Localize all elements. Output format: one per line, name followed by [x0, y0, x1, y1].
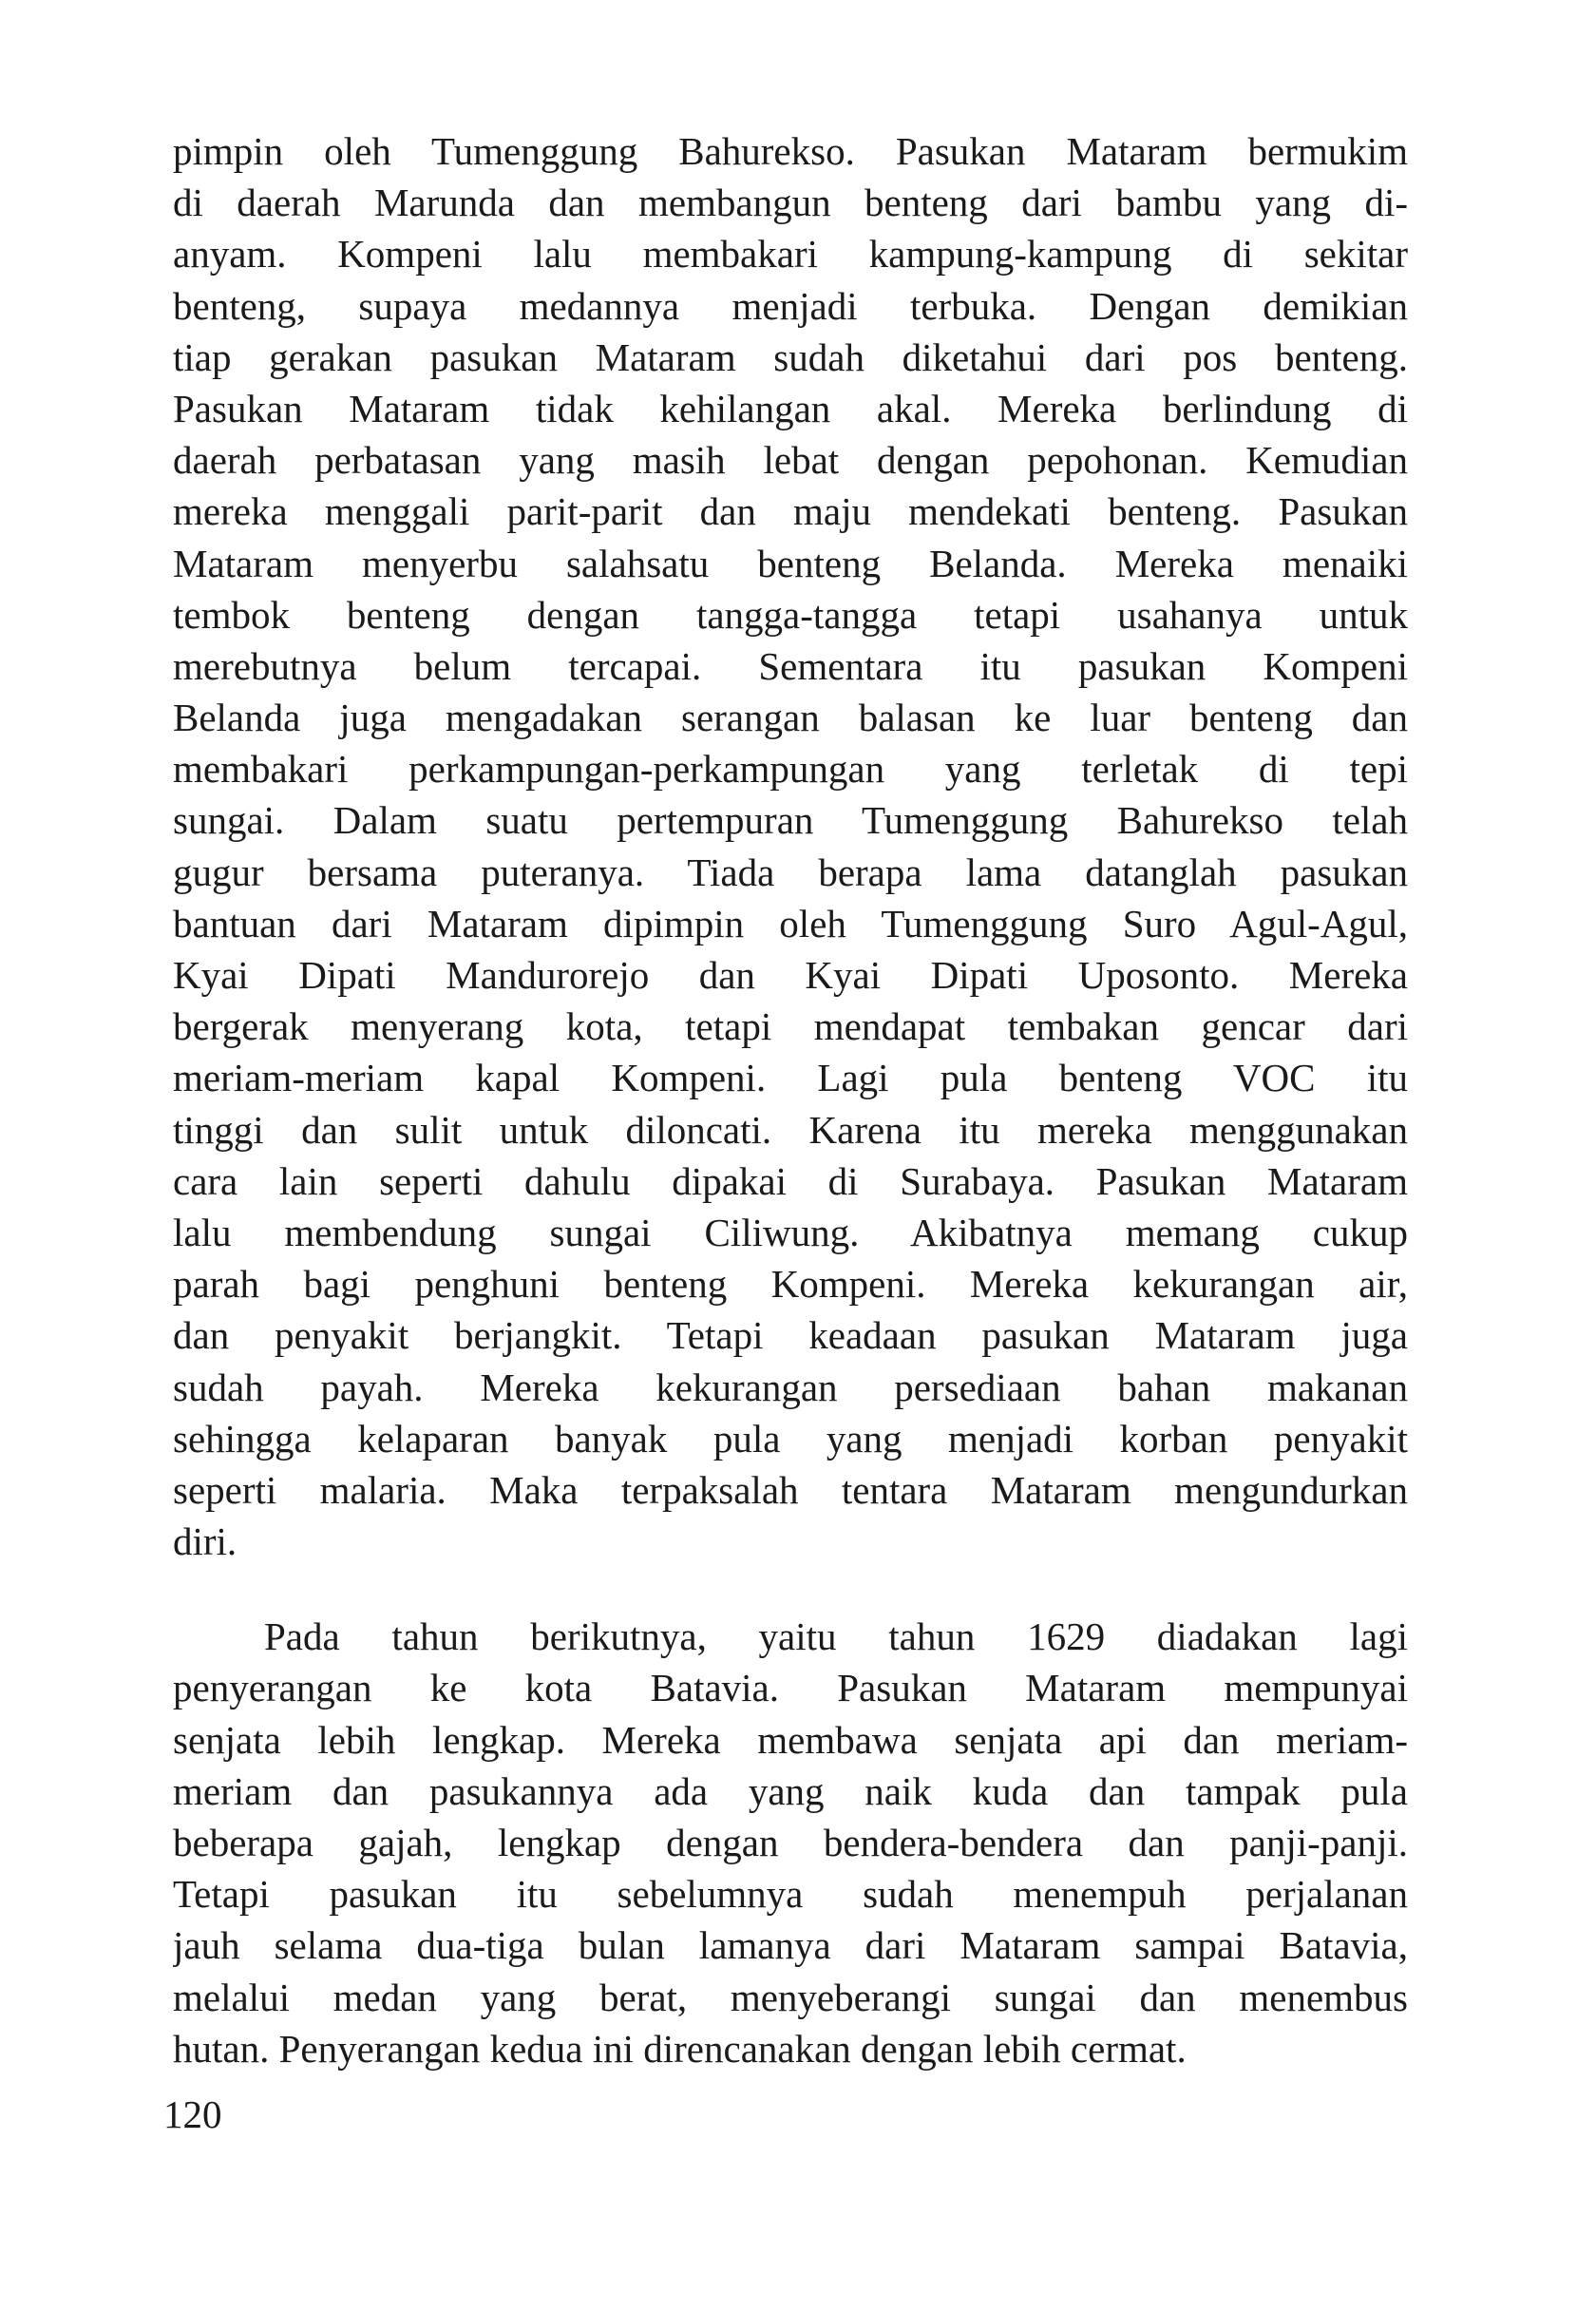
text-line: sudah payah. Mereka kekurangan persediaan bahan makanan [173, 1365, 1408, 1409]
text-line: lalu membendung sungai Ciliwung. Akibatnya memang cukup [173, 1210, 1408, 1254]
text-line: daerah perbatasan yang masih lebat dengan pepohonan. Kemudian [173, 438, 1408, 483]
text-line: merebutnya belum tercapai. Sementara itu pasukan Kompeni [173, 643, 1408, 688]
text-line: benteng, supaya medannya menjadi terbuka. Dengan demikian [173, 283, 1408, 328]
text-line: sungai. Dalam suatu pertempuran Tumenggung Bahurekso telah [173, 798, 1408, 843]
text-line: anyam. Kompeni lalu membakari kampung-kampung di sekitar [173, 232, 1408, 277]
text-line: Pasukan Mataram tidak kehilangan akal. Mereka berlindung di [173, 386, 1408, 430]
text-line: cara lain seperti dahulu dipakai di Surabaya. Pasukan Mataram [173, 1158, 1408, 1203]
text-line: tembok benteng dengan tangga-tangga tetapi usahanya untuk [173, 592, 1408, 637]
text-line: seperti malaria. Maka terpaksalah tentara Mataram mengundurkan [173, 1467, 1408, 1512]
text-line: Mataram menyerbu salahsatu benteng Belanda. Mereka menaiki [173, 541, 1408, 585]
text-line: tiap gerakan pasukan Mataram sudah diketahui dari pos benteng. [173, 334, 1408, 379]
text-line: tinggi dan sulit untuk diloncati. Karena itu mereka menggunakan [173, 1107, 1408, 1152]
text-line: beberapa gajah, lengkap dengan bendera-bendera dan panji-panji. [173, 1821, 1408, 1864]
paragraph-gap [173, 1567, 1408, 1611]
text-line: Pada tahun berikutnya, yaitu tahun 1629 diadakan lagi [264, 1614, 1408, 1659]
text-line: Belanda juga mengadakan serangan balasan ke luar benteng dan [173, 696, 1408, 740]
text-line: pimpin oleh Tumenggung Bahurekso. Pasukan Mataram bermukim [173, 129, 1408, 173]
text-line: penyerangan ke kota Batavia. Pasukan Mataram mempunyai [173, 1666, 1408, 1710]
page-number: 120 [163, 2092, 222, 2136]
text-line: meriam dan pasukannya ada yang naik kuda dan tampak pula [173, 1768, 1408, 1813]
text-line: hutan. Penyerangan kedua ini direncanakan dengan lebih cermat. [173, 2026, 1187, 2071]
text-line: parah bagi penghuni benteng Kompeni. Mereka kekurangan air, [173, 1262, 1408, 1307]
paragraph-2 [173, 1611, 1408, 2074]
text-line: senjata lebih lengkap. Mereka membawa senjata api dan meriam- [173, 1717, 1408, 1762]
text-line: meriam-meriam kapal Kompeni. Lagi pula benteng VOC itu [173, 1056, 1408, 1100]
text-line: jauh selama dua-tiga bulan lamanya dari Mataram sampai Batavia, [173, 1923, 1408, 1968]
text-line: bantuan dari Mataram dipimpin oleh Tumenggung Suro Agul-Agul, [173, 901, 1408, 945]
text-line: melalui medan yang berat, menyeberangi sungai dan menembus [173, 1975, 1408, 2019]
text-line: diri. [173, 1519, 238, 1564]
text-line: di daerah Marunda dan membangun benteng dari bambu yang di- [173, 181, 1408, 225]
body-text [173, 125, 1408, 2074]
text-line: Tetapi pasukan itu sebelumnya sudah menempuh perjalanan [173, 1872, 1408, 1917]
text-line: gugur bersama puteranya. Tiada berapa lama datanglah pasukan [173, 850, 1408, 894]
text-line: bergerak menyerang kota, tetapi mendapat tembakan gencar dari [173, 1004, 1408, 1049]
paragraph-1 [173, 125, 1408, 1567]
text-line: mereka menggali parit-parit dan maju mendekati benteng. Pasukan [173, 489, 1408, 534]
text-line: sehingga kelaparan banyak pula yang menjadi korban penyakit [173, 1416, 1408, 1461]
text-line: Kyai Dipati Mandurorejo dan Kyai Dipati Uposonto. Mereka [173, 953, 1408, 997]
text-line: dan penyakit berjangkit. Tetapi keadaan pasukan Mataram juga [173, 1313, 1408, 1358]
text-line: membakari perkampungan-perkampungan yang terletak di tepi [173, 747, 1408, 792]
